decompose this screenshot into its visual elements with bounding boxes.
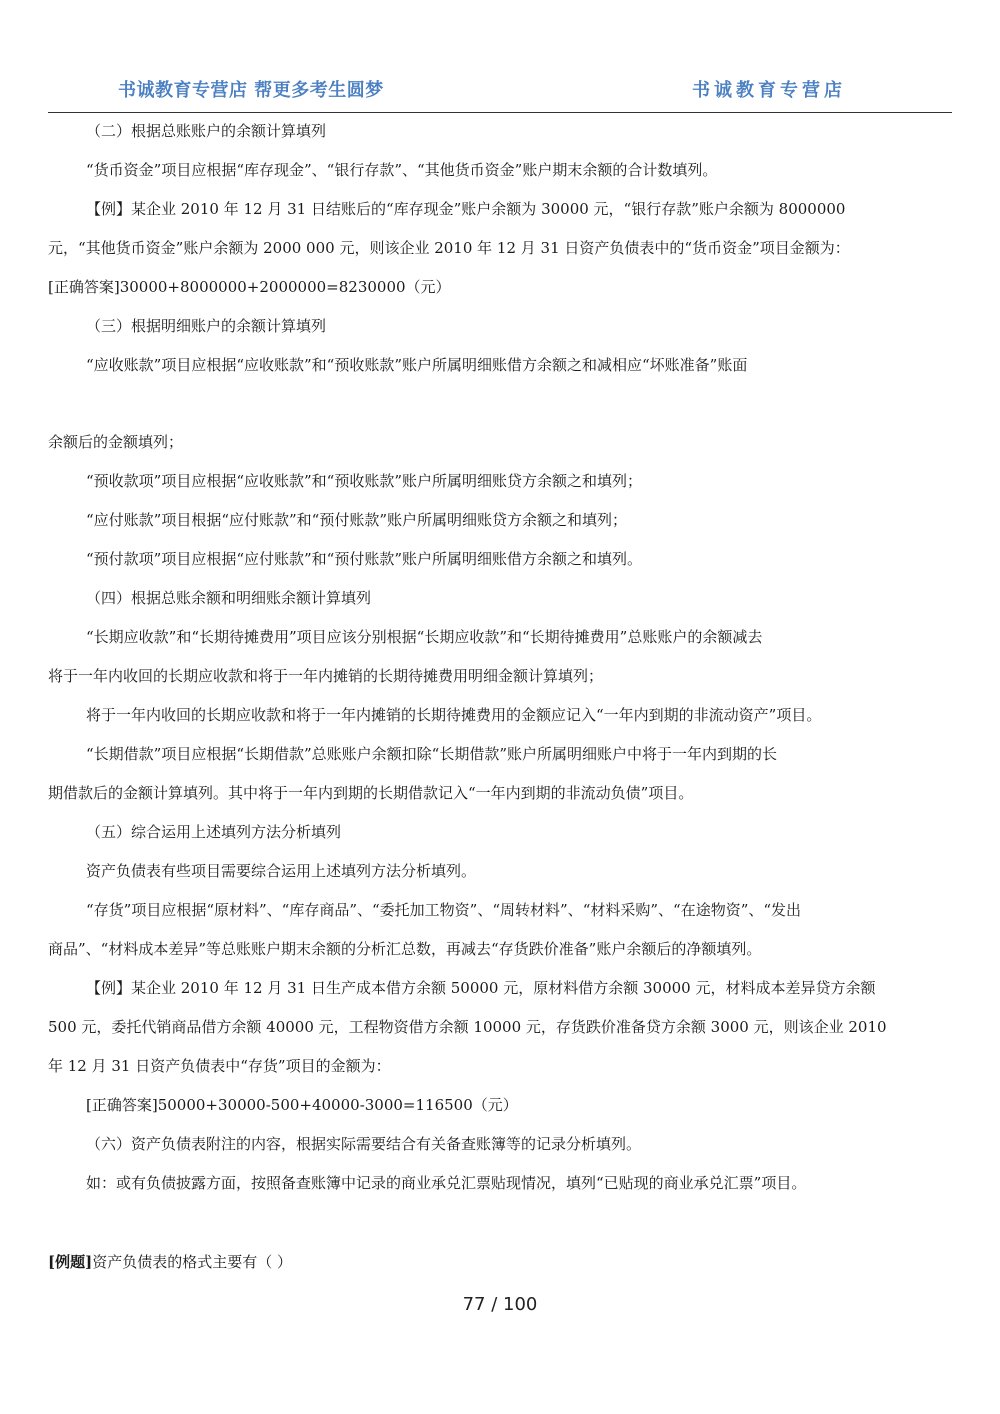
paragraph-line: “存货”项目应根据“原材料”、“库存商品”、“委托加工物资”、“周转材料”、“材料采购”、“在途物资”、“发出 [86,901,802,919]
answer-line: [正确答案]30000+8000000+2000000=8230000（元） [48,278,451,296]
example-question-text: 资产负债表的格式主要有（ ） [92,1253,292,1271]
paragraph-line: “预付款项”项目应根据“应付账款”和“预付账款”账户所属明细账借方余额之和填列。 [86,550,643,568]
example-tag: [例题] [48,1253,93,1271]
paragraph-line: 商品”、“材料成本差异”等总账账户期末余额的分析汇总数，再减去“存货跌价准备”账户余额后的净额填列。 [48,940,762,958]
paragraph-line: 余额后的金额填列； [48,433,184,451]
example-question [48,1243,954,1282]
example-line: 年 12 月 31 日资产负债表中“存货”项目的金额为： [48,1057,391,1075]
section-heading-3: （三）根据明细账户的余额计算填列 [86,317,327,335]
section-heading-2: （二）根据总账账户的余额计算填列 [86,122,327,140]
paragraph-line: “长期借款”项目应根据“长期借款”总账账户余额扣除“长期借款”账户所属明细账户中将于一年内到期的长 [86,745,778,763]
example-line: 【例】某企业 2010 年 12 月 31 日结账后的“库存现金”账户余额为 30000 元，“银行存款”账户余额为 8000000 [86,200,846,218]
example-line: 【例】某企业 2010 年 12 月 31 日生产成本借方余额 50000 元，原材料借方余额 30000 元，材料成本差异贷方余额 [86,979,876,997]
section-heading-6: （六）资产负债表附注的内容，根据实际需要结合有关备查账簿等的记录分析填列。 [86,1135,642,1153]
page-header [48,68,952,113]
answer-line: [正确答案]50000+30000-500+40000-3000=116500（元） [86,1096,518,1114]
section-heading-4: （四）根据总账余额和明细账余额计算填列 [86,589,372,607]
paragraph-line: “应付账款”项目根据“应付账款”和“预付账款”账户所属明细账贷方余额之和填列； [86,511,628,529]
blank-gap [48,1203,954,1243]
header-right-title: 书诚教育专营店 [692,80,846,101]
paragraph-line: “预收款项”项目应根据“应收账款”和“预收账款”账户所属明细账贷方余额之和填列； [86,472,643,490]
example-line: 500 元，委托代销商品借方余额 40000 元，工程物资借方余额 10000 元，存货跌价准备贷方余额 3000 元，则该企业 2010 [48,1018,887,1036]
document-body [48,112,954,1282]
section-heading-5: （五）综合运用上述填列方法分析填列 [86,823,342,841]
page-number: 77 / 100 [462,1294,538,1315]
paragraph-line: 将于一年内收回的长期应收款和将于一年内摊销的长期待摊费用明细金额计算填列； [48,667,604,685]
paragraph-line: 将于一年内收回的长期应收款和将于一年内摊销的长期待摊费用的金额应记入“一年内到期的非流动资产”项目。 [86,706,822,724]
blank-gap [48,385,954,423]
paragraph-line: “长期应收款”和“长期待摊费用”项目应该分别根据“长期应收款”和“长期待摊费用”总账账户的余额减去 [86,628,763,646]
paragraph-line: “应收账款”项目应根据“应收账款”和“预收账款”账户所属明细账借方余额之和减相应“坏账准备”账面 [86,356,748,374]
paragraph-line: 如：或有负债披露方面，按照备查账簿中记录的商业承兑汇票贴现情况，填列“已贴现的商业承兑汇票”项目。 [86,1174,807,1192]
example-line: 元，“其他货币资金”账户余额为 2000 000 元，则该企业 2010 年 12 月 31 日资产负债表中的“货币资金”项目金额为： [48,239,850,257]
paragraph-line: “货币资金”项目应根据“库存现金”、“银行存款”、“其他货币资金”账户期末余额的合计数填列。 [86,161,718,179]
header-left-title: 书诚教育专营店 帮更多考生圆梦 [118,80,384,101]
paragraph-line: 期借款后的金额计算填列。其中将于一年内到期的长期借款记入“一年内到期的非流动负债”项目。 [48,784,694,802]
paragraph-line: 资产负债表有些项目需要综合运用上述填列方法分析填列。 [86,862,477,880]
